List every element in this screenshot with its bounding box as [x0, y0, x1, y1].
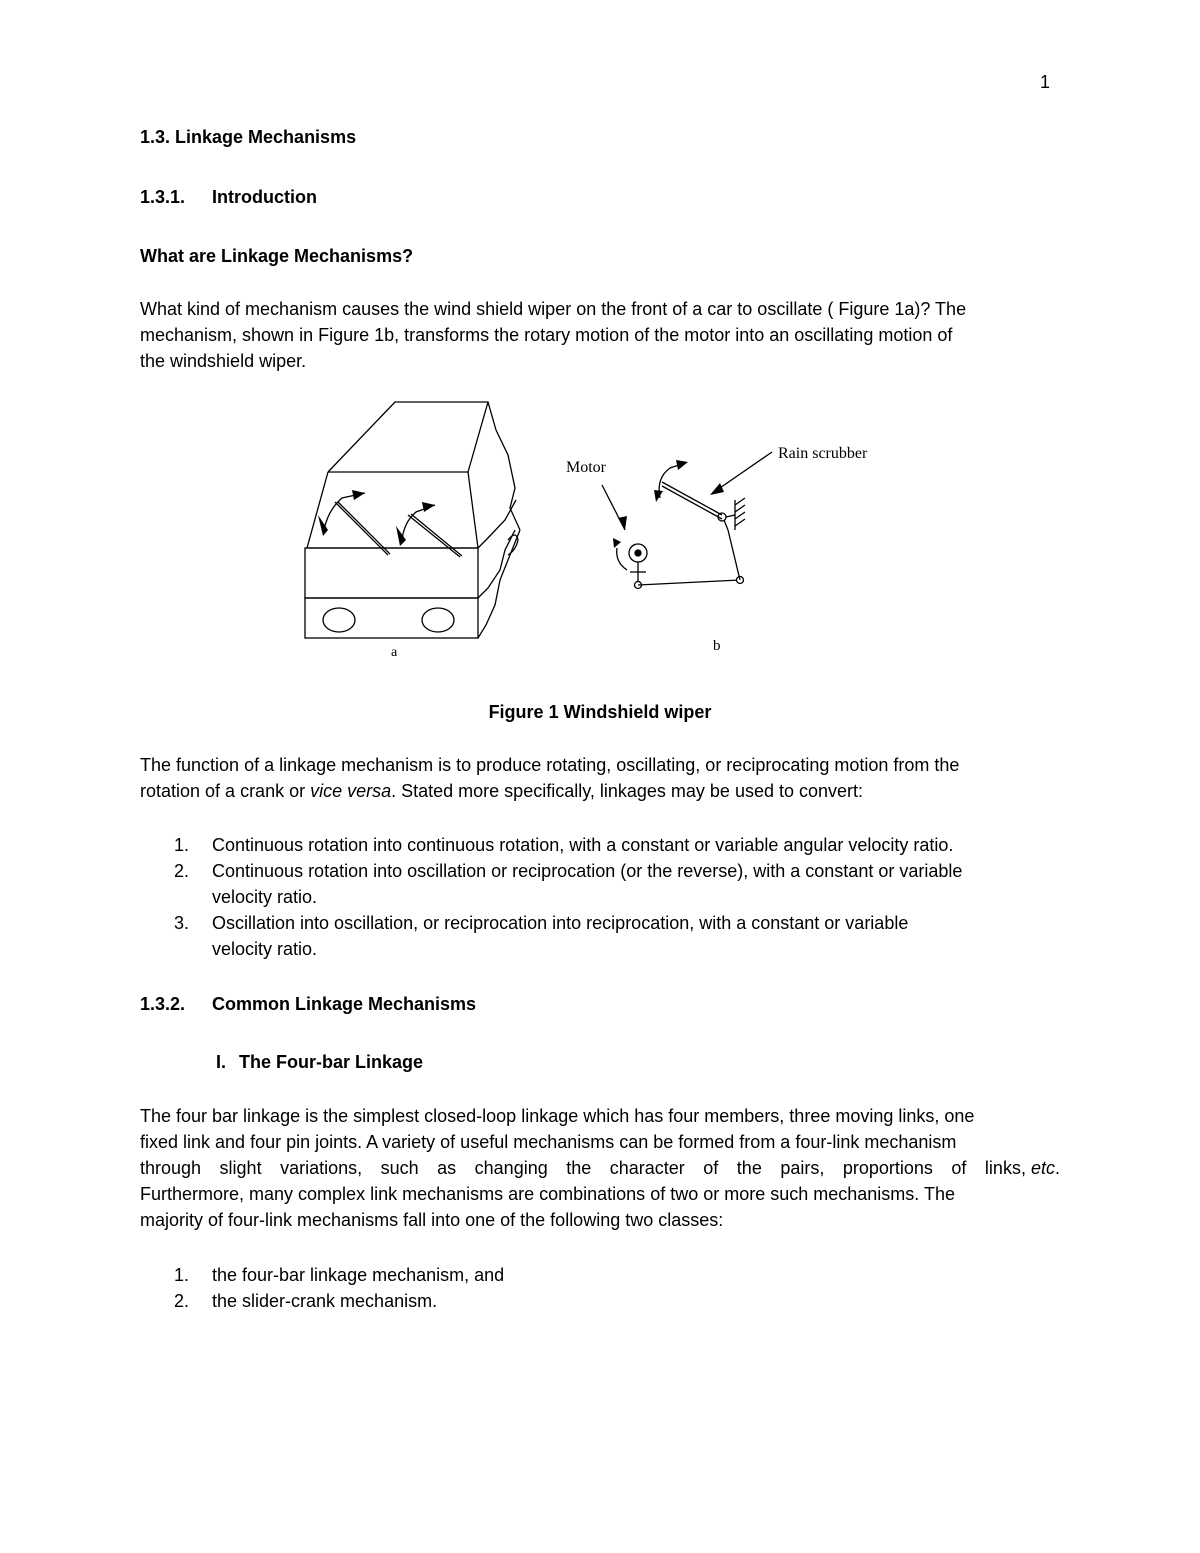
figure-label-a: a [391, 645, 398, 660]
fourbar-line [140, 1155, 1060, 1181]
rain-pointer-arrow [717, 452, 772, 490]
list-item-line: velocity ratio. [212, 939, 318, 959]
item-number: I. [216, 1052, 227, 1072]
list-number: 2. [174, 861, 190, 881]
car-headlight-left [323, 608, 355, 632]
intro-line: the windshield wiper. [140, 351, 307, 371]
windshield-wiper-figure [290, 390, 890, 670]
car-bumper [305, 598, 478, 638]
fourbar-text: through slight variations, such as changing the character of the pairs, proportions of links, [140, 1158, 1026, 1178]
fourbar-emphasis: etc [1030, 1158, 1055, 1178]
function-text: . Stated more specifically, linkages may be used to convert: [391, 781, 864, 801]
fourbar-text: . [1054, 1158, 1060, 1178]
page-number: 1 [1040, 72, 1051, 92]
question-heading: What are Linkage Mechanisms? [140, 246, 414, 266]
list-number: 1. [174, 835, 190, 855]
subsection-title: Common Linkage Mechanisms [212, 994, 477, 1014]
section-title: 1.3. Linkage Mechanisms [140, 127, 357, 147]
list-number: 3. [174, 913, 190, 933]
car-headlight-right [422, 608, 454, 632]
subsection-title: Introduction [212, 187, 317, 207]
list-item: the slider-crank mechanism. [212, 1291, 438, 1311]
list-item-line: velocity ratio. [212, 887, 318, 907]
list-item [212, 832, 1060, 858]
function-line: The function of a linkage mechanism is to produce rotating, oscillating, or reciprocating motion from the [140, 755, 960, 775]
function-line [140, 778, 1060, 804]
wiper-right [408, 515, 460, 557]
coupler-link [638, 580, 740, 585]
intro-line: mechanism, shown in Figure 1b, transforms the rotary motion of the motor into an oscillating motion of [140, 325, 953, 345]
car-drawing [305, 402, 520, 638]
function-text: rotation of a crank or [140, 781, 311, 801]
motor-label: Motor [566, 459, 606, 476]
car-roof [328, 402, 488, 472]
fourbar-line: fixed link and four pin joints. A variety of useful mechanisms can be formed from a four-link mechanism [140, 1132, 957, 1152]
list-number: 2. [174, 1291, 190, 1311]
subsection-number: 1.3.1. [140, 187, 186, 207]
wiper-arm [662, 482, 722, 515]
list-item [212, 910, 1060, 962]
wiper-left [335, 502, 388, 555]
rain-scrubber-label: Rain scrubber [778, 445, 868, 462]
list-item-line: Continuous rotation into continuous rotation, with a constant or variable angular velocity ratio. [212, 835, 954, 855]
linkage-drawing [602, 452, 772, 589]
fourbar-paragraph [140, 1103, 1060, 1233]
rocker-link [728, 530, 740, 580]
fourbar-line: Furthermore, many complex link mechanisms are combinations of two or more such mechanisms. The [140, 1184, 955, 1204]
figure-label-b: b [713, 638, 721, 654]
intro-line: What kind of mechanism causes the wind shield wiper on the front of a car to oscillate ( Figure 1a)? The [140, 299, 967, 319]
list-item-line: Oscillation into oscillation, or reciprocation into reciprocation, with a constant or variable [212, 913, 909, 933]
list-item [212, 858, 1060, 910]
list-item: the four-bar linkage mechanism, and [212, 1265, 505, 1285]
arrowhead [318, 515, 328, 536]
figure-caption: Figure 1 Windshield wiper [488, 702, 712, 722]
function-emphasis: vice versa [310, 781, 392, 801]
car-windshield [307, 472, 478, 548]
function-paragraph [140, 752, 1060, 804]
fourbar-line: The four bar linkage is the simplest closed-loop linkage which has four members, three moving links, one [140, 1106, 975, 1126]
fourbar-line: majority of four-link mechanisms fall into one of the following two classes: [140, 1210, 724, 1230]
list-number: 1. [174, 1265, 190, 1285]
subsection-number: 1.3.2. [140, 994, 186, 1014]
item-title: The Four-bar Linkage [239, 1052, 424, 1072]
intro-paragraph [140, 296, 1060, 374]
list-item-line: Continuous rotation into oscillation or reciprocation (or the reverse), with a constant or variable [212, 861, 963, 881]
